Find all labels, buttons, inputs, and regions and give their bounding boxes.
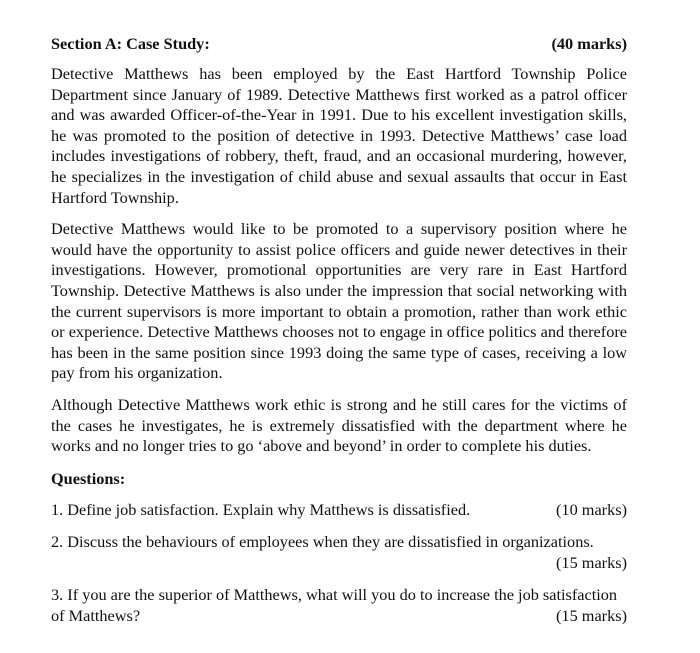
question-1 <box>51 500 627 521</box>
question-3-marks: (15 marks) <box>556 606 627 626</box>
case-paragraph-2: Detective Matthews would like to be promoted to a supervisory position where he would have the opportunity to assist police officers and guide newer detectives in their investigations. However, promotional opportunities are very rare in East Hartford Township. Detective Matthews is also under the impression that social networking with the current supervisors is more important to obtain a promotion, rather than work ethic or experience. Detective Matthews chooses not to engage in office politics and therefore has been in the same position since 1993 doing the same type of cases, receiving a low pay from his organization. <box>51 219 627 383</box>
section-header <box>51 33 627 54</box>
section-title: Section A: Case Study: <box>51 34 210 53</box>
question-2-text: 2. Discuss the behaviours of employees when they are dissatisfied in organizations. <box>51 532 594 552</box>
question-3 <box>51 585 627 626</box>
case-paragraph-3: Although Detective Matthews work ethic is strong and he still cares for the victims of the cases he investigates, he is extremely dissatisfied with the department where he works and no longer tries to go ‘above and beyond’ in order to complete his duties. <box>51 394 627 456</box>
question-1-text: 1. Define job satisfaction. Explain why Matthews is dissatisfied. <box>51 499 471 519</box>
case-study-page <box>51 33 627 639</box>
questions-heading: Questions: <box>51 468 126 488</box>
question-2-marks: (15 marks) <box>556 552 627 572</box>
question-3-text-line-1: 3. If you are the superior of Matthews, what will you do to increase the job satisfaction <box>51 585 618 605</box>
question-2 <box>51 532 627 573</box>
question-1-marks: (10 marks) <box>556 499 627 519</box>
question-3-text-line-2: of Matthews? <box>51 606 141 626</box>
section-marks: (40 marks) <box>551 34 627 53</box>
case-paragraph-1: Detective Matthews has been employed by the East Hartford Township Police Department since January of 1989. Detective Matthews first worked as a patrol officer and was awarded Officer-of-the-Year in 1991. Due to his excellent investigation skills, he was promoted to the position of detective in 1993. Detective Matthews’ case load includes investigations of robbery, theft, fraud, and an occasional murdering, however, he specializes in the investigation of child abuse and sexual assaults that occur in East Hartford Township. <box>51 64 627 207</box>
